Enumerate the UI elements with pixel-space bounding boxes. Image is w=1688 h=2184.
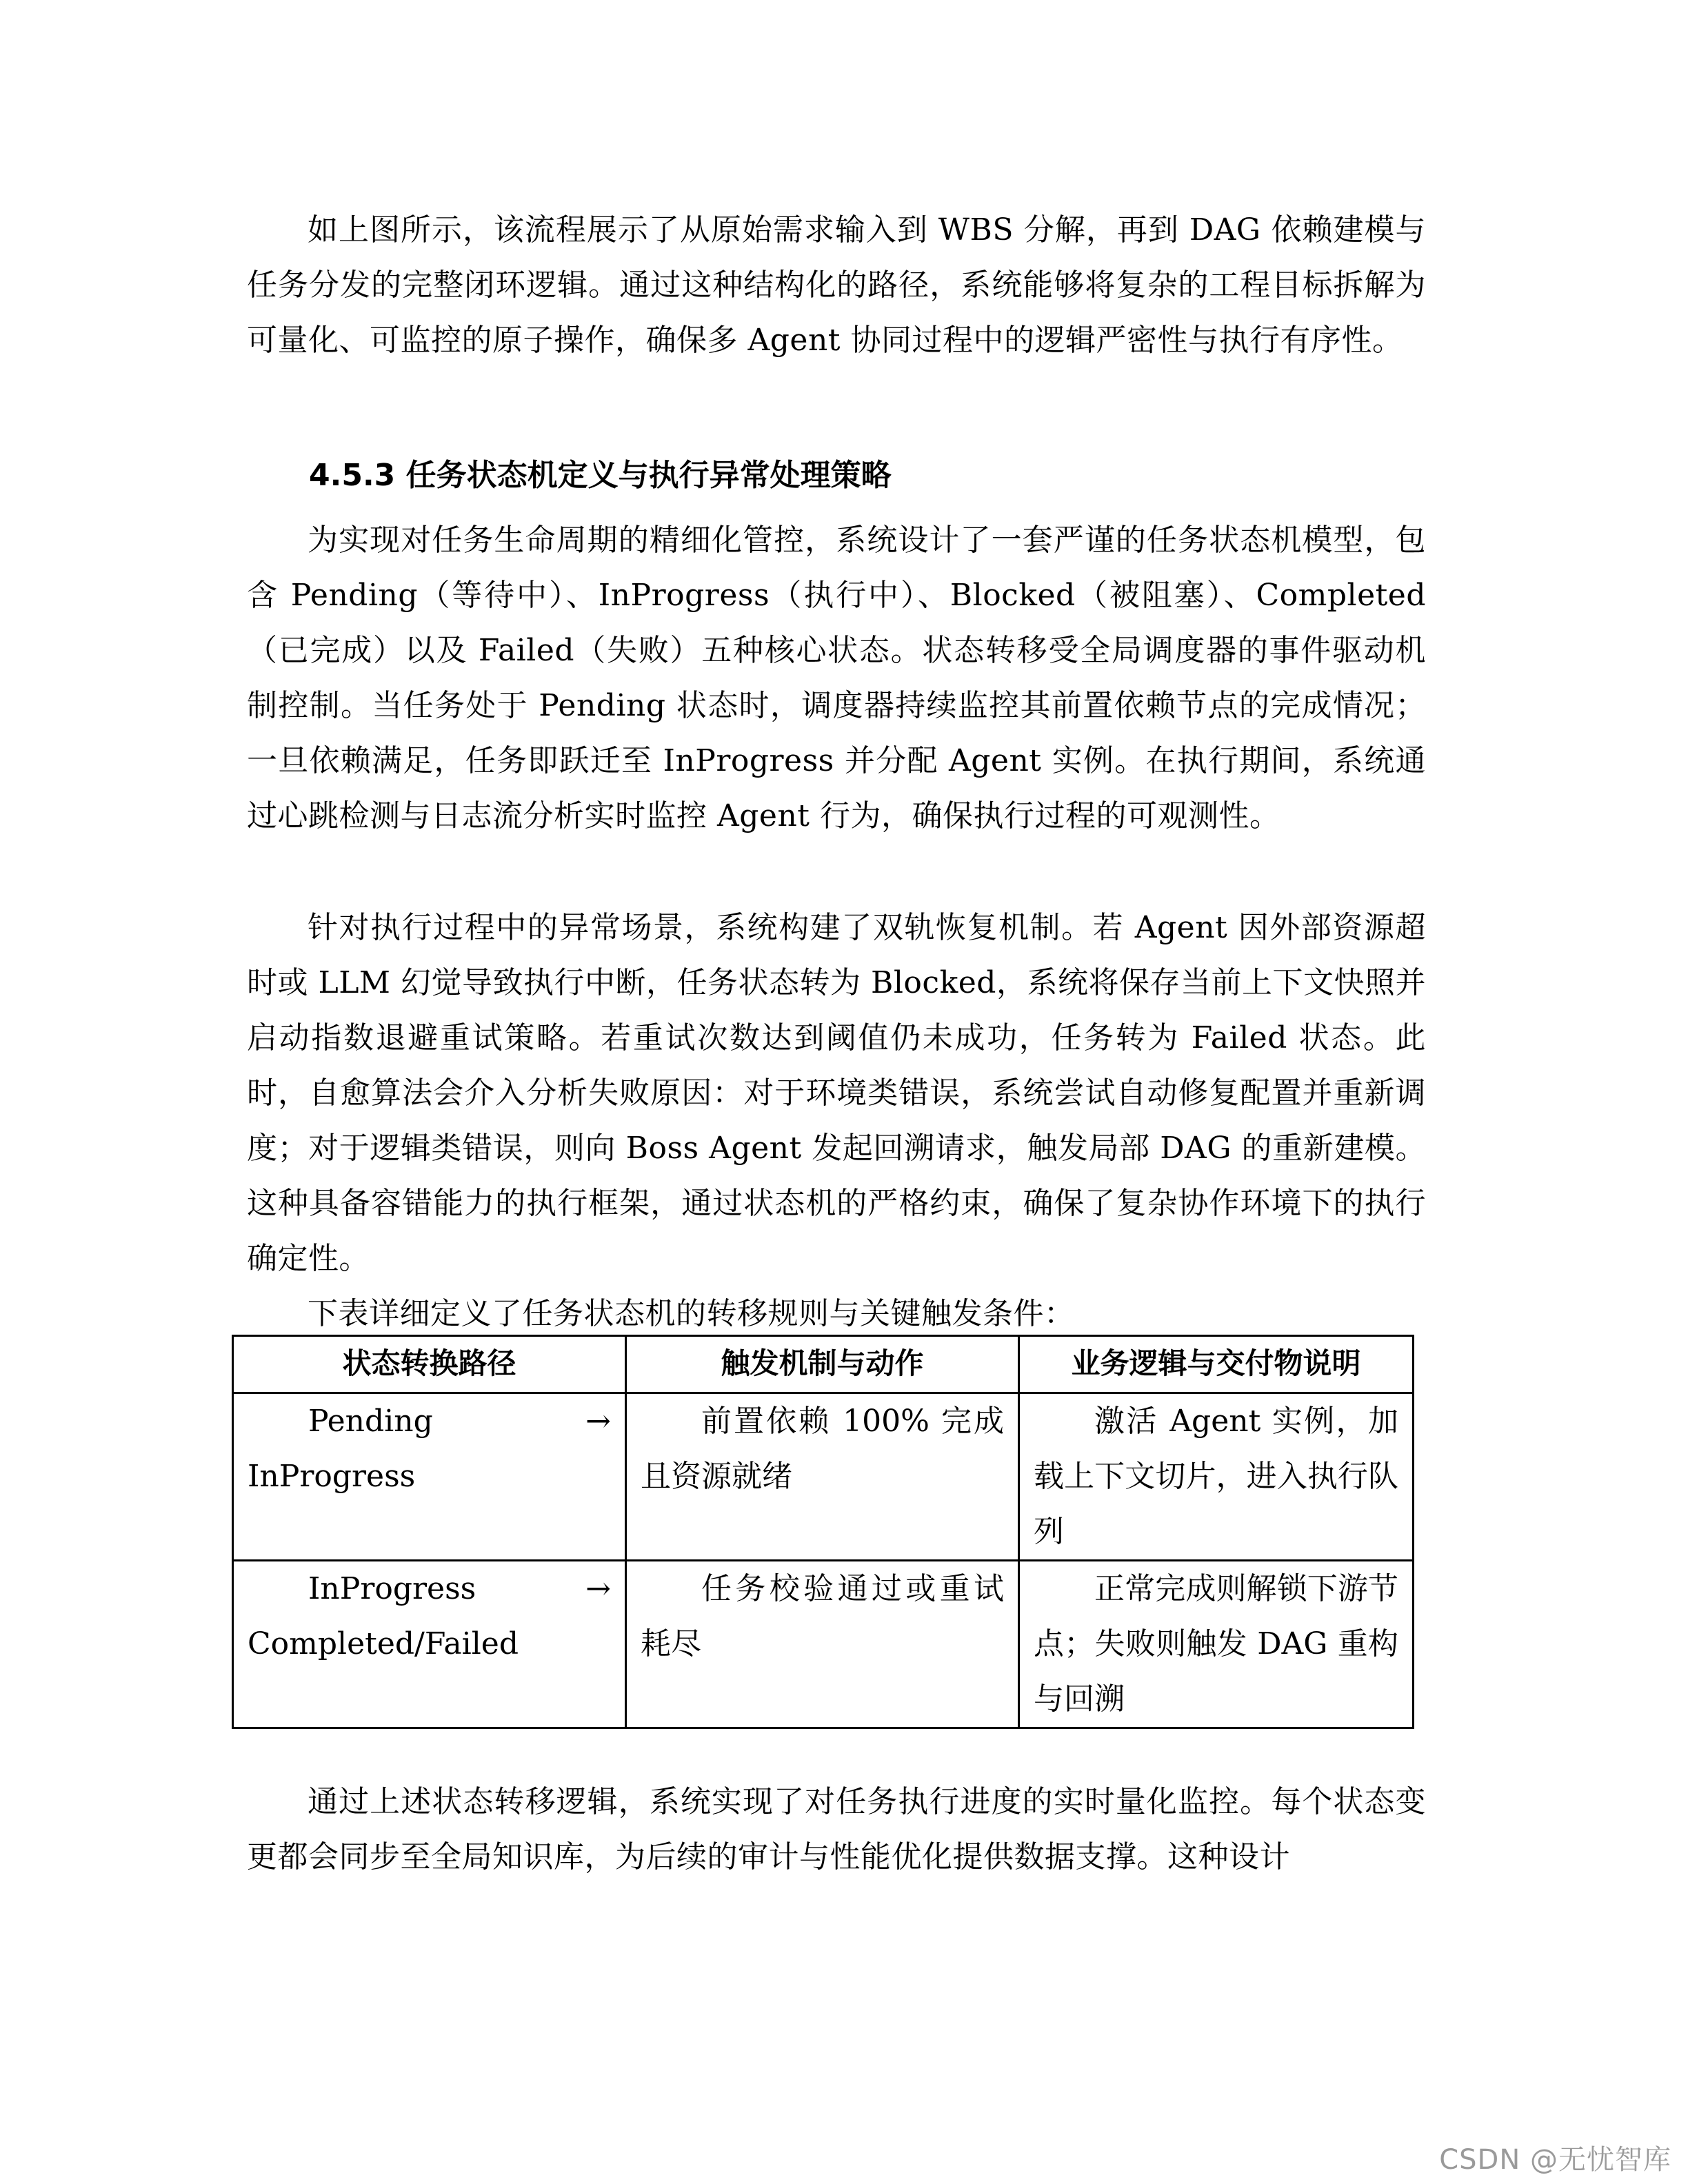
table-header-logic: 业务逻辑与交付物说明 [1019, 1336, 1414, 1393]
paragraph-table-intro: 下表详细定义了任务状态机的转移规则与关键触发条件： [308, 1296, 1075, 1331]
table-row [233, 1561, 1414, 1728]
table-cell-logic: 激活 Agent 实例，加载上下文切片，进入执行队列 [1019, 1393, 1414, 1561]
table-cell-trigger: 任务校验通过或重试耗尽 [626, 1561, 1019, 1728]
section-heading: 4.5.3 任务状态机定义与执行异常处理策略 [309, 458, 892, 493]
table-cell-trigger: 前置依赖 100% 完成且资源就绪 [626, 1393, 1019, 1561]
table-header-row [233, 1336, 1414, 1393]
paragraph-closing: 通过上述状态转移逻辑，系统实现了对任务执行进度的实时量化监控。每个状态变更都会同步至全局知识库，为后续的审计与性能优化提供数据支撑。这种设计 [247, 1784, 1426, 1874]
table-header-path: 状态转换路径 [233, 1336, 626, 1393]
table-cell-logic: 正常完成则解锁下游节点；失败则触发 DAG 重构与回溯 [1019, 1561, 1414, 1728]
paragraph-exception-handling: 针对执行过程中的异常场景，系统构建了双轨恢复机制。若 Agent 因外部资源超时或 LLM 幻觉导致执行中断，任务状态转为 Blocked，系统将保存当前上下文快照并启动指数退避重试策略。若重试次数达到阈值仍未成功，任务转为 Failed 状态。此时，自愈算法会介入分析失败原因：对于环境类错误，系统尝试自动修复配置并重新调度；对于逻辑类错误，则向 Boss Agent 发起回溯请求，触发局部 DAG 的重新建模。这种具备容错能力的执行框架，通过状态机的严格约束，确保了复杂协作环境下的执行确定性。 [247, 910, 1426, 1276]
table-header-trigger: 触发机制与动作 [626, 1336, 1019, 1393]
state-transition-table [232, 1335, 1414, 1729]
table-row [233, 1393, 1414, 1561]
paragraph-state-machine: 为实现对任务生命周期的精细化管控，系统设计了一套严谨的任务状态机模型，包含 Pending（等待中）、InProgress（执行中）、Blocked（被阻塞）、Completed（已完成）以及 Failed（失败）五种核心状态。状态转移受全局调度器的事件驱动机制控制。当任务处于 Pending 状态时，调度器持续监控其前置依赖节点的完成情况；一旦依赖满足，任务即跃迁至 InProgress 并分配 Agent 实例。在执行期间，系统通过心跳检测与日志流分析实时监控 Agent 行为，确保执行过程的可观测性。 [247, 523, 1426, 833]
watermark: CSDN @无忧智库 [1439, 2144, 1671, 2176]
table-cell-path: Pending → InProgress [233, 1393, 626, 1561]
paragraph-intro: 如上图所示，该流程展示了从原始需求输入到 WBS 分解，再到 DAG 依赖建模与任务分发的完整闭环逻辑。通过这种结构化的路径，系统能够将复杂的工程目标拆解为可量化、可监控的原子操作，确保多 Agent 协同过程中的逻辑严密性与执行有序性。 [247, 212, 1426, 358]
table-cell-path: InProgress → Completed/Failed [233, 1561, 626, 1728]
